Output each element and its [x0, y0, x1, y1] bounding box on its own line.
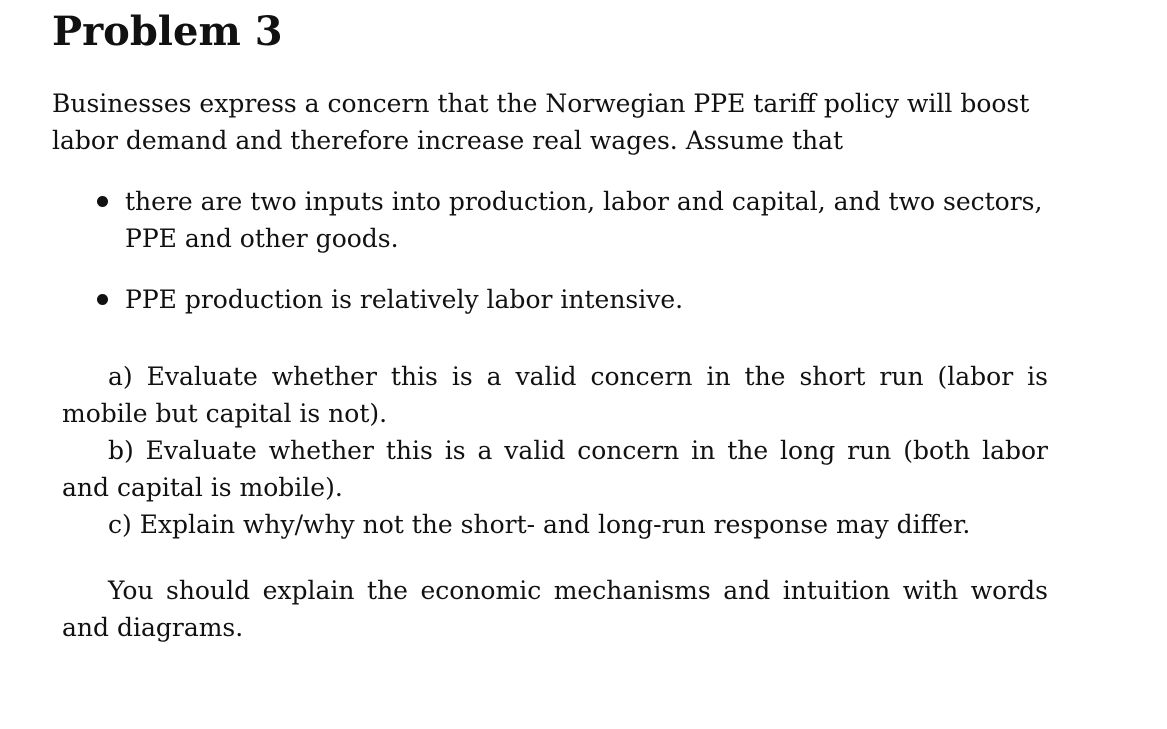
question-b: b) Evaluate whether this is a valid concern in the long run (both labor and capital is mobile).: [62, 436, 1048, 502]
bullet-icon: [97, 196, 108, 207]
question-c: c) Explain why/why not the short- and long-run response may differ.: [108, 510, 971, 539]
intro-paragraph: Businesses express a concern that the Norwegian PPE tariff policy will boost labor demand and therefore increase real wages. Assume that: [52, 89, 1030, 155]
list-item: [92, 183, 1052, 257]
assumptions-list: [92, 183, 1052, 342]
list-item: [92, 281, 1052, 318]
problem-title: Problem 3: [52, 8, 283, 55]
bullet-text: PPE production is relatively labor intensive.: [125, 285, 684, 314]
bullet-text: there are two inputs into production, labor and capital, and two sectors, PPE and other goods.: [125, 187, 1043, 253]
question-a: a) Evaluate whether this is a valid concern in the short run (labor is mobile but capital is not).: [62, 362, 1048, 428]
closing-paragraph: You should explain the economic mechanisms and intuition with words and diagrams.: [62, 576, 1048, 642]
bullet-icon: [97, 294, 108, 305]
